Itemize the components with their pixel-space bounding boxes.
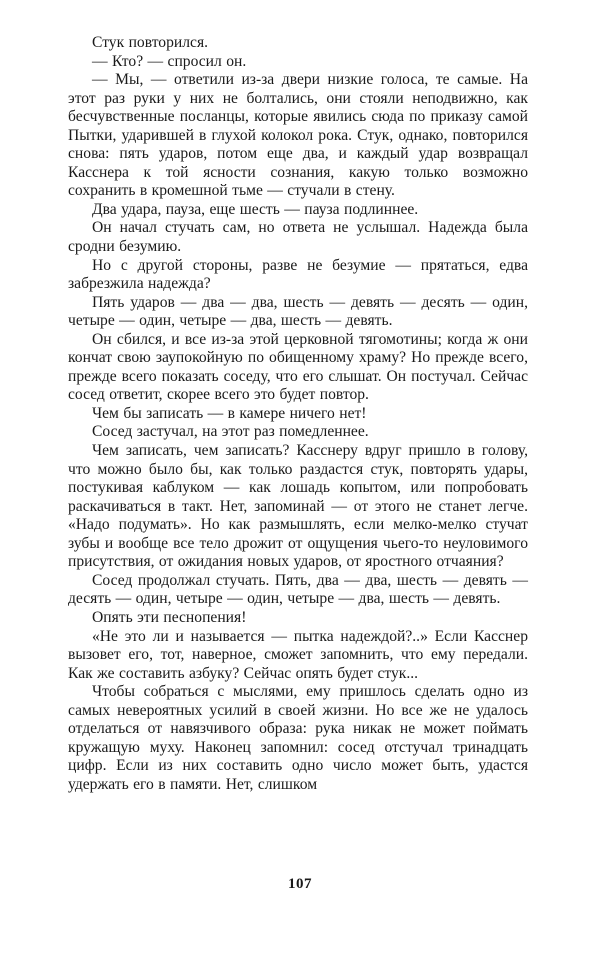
paragraph: Он сбился, и все из-за этой церковной тягомотины; когда ж они кончат свою заупокойную по обищенному храму? Но прежде всего, прежде всего показать соседу, что его слышат. Он постучал. Сейчас сосед ответит, скорее всего это будет повтор. xyxy=(68,330,528,404)
paragraph: Сосед продолжал стучать. Пять, два — два, шесть — девять — десять — один, четыре — один, четыре — два, шесть — девять. xyxy=(68,571,528,608)
paragraph: Чем бы записать — в камере ничего нет! xyxy=(92,404,367,422)
paragraph: Сосед застучал, на этот раз помедленнее. xyxy=(92,423,369,441)
paragraph: Стук повторился. xyxy=(92,34,209,51)
paragraph: Он начал стучать сам, но ответа не услышал. Надежда была сродни безумию. xyxy=(68,219,528,256)
paragraph: Чтобы собраться с мыслями, ему пришлось сделать одно из самых невероятных усилий в своей жизни. Но все же не удалось отделаться от навязчивого образа: рука никак не может поймать кружащую муху. Наконец запомнил: сосед отстучал тринадцать цифр. Если из них составить одно число может быть, удастся удержать его в памяти. Нет, слишком xyxy=(68,683,528,793)
page-number: 107 xyxy=(288,876,312,892)
paragraph: «Не это ли и называется — пытка надеждой?..» Если Касснер вызовет его, тот, наверное, сможет запомнить, что ему передали. Как же составить азбуку? Сейчас опять будет стук... xyxy=(68,627,528,682)
paragraph: Но с другой стороны, разве не безумие — прятаться, едва забрезжила надежда? xyxy=(68,256,528,293)
paragraph: Пять ударов — два — два, шесть — девять — десять — один, четыре — один, четыре — два, шесть — девять. xyxy=(68,293,528,330)
paragraph: Опять эти песнопения! xyxy=(92,608,247,626)
paragraph: Два удара, пауза, еще шесть — пауза подлиннее. xyxy=(92,200,419,218)
body-text xyxy=(68,34,528,794)
paragraph: — Мы, — ответили из-за двери низкие голоса, те самые. На этот раз руки у них не болтались, они стояли неподвижно, как бесчувственные посланцы, которые явились сюда по приказу самой Пытки, ударившей в глухой колокол рока. Стук, однако, повторился снова: пять ударов, потом еще два, и каждый удар возвращал Касснера к той ясности сознания, какую только возможно сохранить в кромешной тьме — стучали в стену. xyxy=(68,71,528,200)
paragraph: — Кто? — спросил он. xyxy=(92,52,247,70)
paragraph: Чем записать, чем записать? Касснеру вдруг пришло в голову, что можно было бы, как только раздастся стук, повторять удары, постукивая каблуком — как лошадь копытом, или попробовать раскачиваться в такт. Нет, запоминай — от этого не станет легче. «Надо подумать». Но как размышлять, если мелко-мелко стучат зубы и вообще все тело дрожит от ощущения чьего-то неуловимого присутствия, от ожидания новых ударов, от яростного отчаяния? xyxy=(68,442,528,571)
